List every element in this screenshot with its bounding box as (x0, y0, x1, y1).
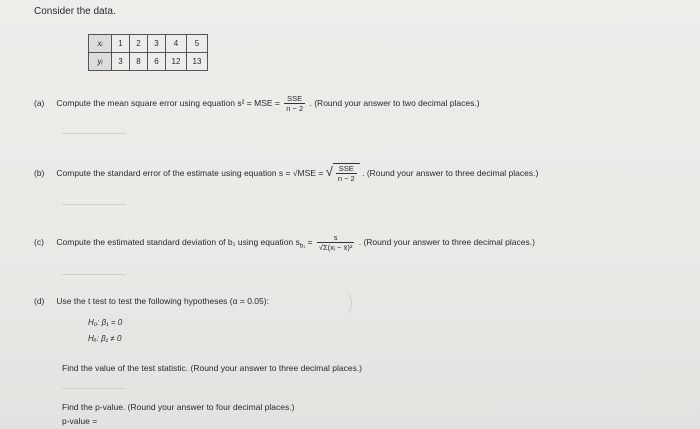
sum-squares: Σ(xᵢ − x̄)² (322, 243, 353, 252)
x-cell: 1 (112, 35, 130, 53)
question-c-text: Compute the estimated standard deviation of b₁ using equation s (56, 236, 300, 247)
question-b-hint: . (Round your answer to three decimal places.) (362, 167, 539, 178)
test-statistic-field[interactable] (62, 388, 126, 389)
y-cell: 12 (166, 53, 187, 71)
question-a-label: (a) (34, 97, 45, 108)
answer-c-field[interactable] (62, 274, 126, 275)
x-cell: 3 (148, 35, 166, 53)
pvalue-label: p-value = (62, 416, 98, 426)
sb1-fraction (317, 233, 354, 252)
intro-text: Consider the data. (34, 6, 116, 17)
fraction-denominator: n − 2 (286, 104, 304, 113)
question-b-text: Compute the standard error of the estimate using equation s = (56, 167, 291, 178)
y-cell: 13 (187, 53, 208, 71)
question-c (34, 233, 535, 252)
x-cell: 4 (166, 35, 187, 53)
test-statistic-question: Find the value of the test statistic. (Round your answer to three decimal places.) (62, 363, 363, 373)
answer-b-field[interactable] (62, 204, 126, 205)
question-a-hint: . (Round your answer to two decimal places.) (309, 97, 480, 108)
question-c-label: (c) (34, 236, 44, 247)
answer-a-field[interactable] (62, 133, 126, 134)
decorative-curve (333, 290, 352, 316)
pvalue-question: Find the p-value. (Round your answer to four decimal places.) (62, 402, 295, 412)
fraction-numerator: s (317, 233, 354, 243)
fraction-numerator: SSE (284, 94, 305, 104)
table-row-x (89, 35, 208, 53)
equals-sign: = (318, 167, 324, 178)
sse-fraction (336, 164, 357, 183)
question-b-label: (b) (34, 167, 45, 178)
fraction-numerator: SSE (336, 164, 357, 174)
sqrt-symbol-icon: √ (325, 163, 333, 179)
radicand (333, 163, 360, 183)
fraction-denominator: n − 2 (337, 174, 355, 183)
x-cell: 2 (130, 35, 148, 53)
sse-fraction (284, 94, 305, 113)
question-b (34, 163, 538, 183)
y-cell: 3 (112, 53, 130, 71)
question-c-hint: . (Round your answer to three decimal places.) (358, 236, 535, 247)
question-a (34, 94, 480, 113)
equals-sign: = (307, 236, 313, 247)
question-a-text: Compute the mean square error using equation s² = MSE = (56, 97, 280, 108)
table-row-y (89, 53, 208, 71)
x-header: xᵢ (89, 35, 112, 53)
x-cell: 5 (187, 35, 208, 53)
alt-hypothesis: Hₐ: β₁ ≠ 0 (88, 334, 122, 343)
y-header: yᵢ (89, 53, 112, 71)
y-cell: 6 (148, 53, 166, 71)
y-cell: 8 (130, 53, 148, 71)
sqrt-mse: √MSE (292, 167, 316, 178)
null-hypothesis: H₀: β₁ = 0 (88, 318, 123, 327)
question-d (34, 296, 269, 306)
sqrt-symbol-icon: √ (318, 243, 323, 252)
question-d-text: Use the t test to test the following hypotheses (α = 0.05): (56, 296, 269, 306)
data-table (88, 34, 208, 71)
question-d-label: (d) (34, 296, 45, 306)
subscript: b₁ (299, 243, 306, 250)
fraction-denominator (317, 243, 354, 252)
